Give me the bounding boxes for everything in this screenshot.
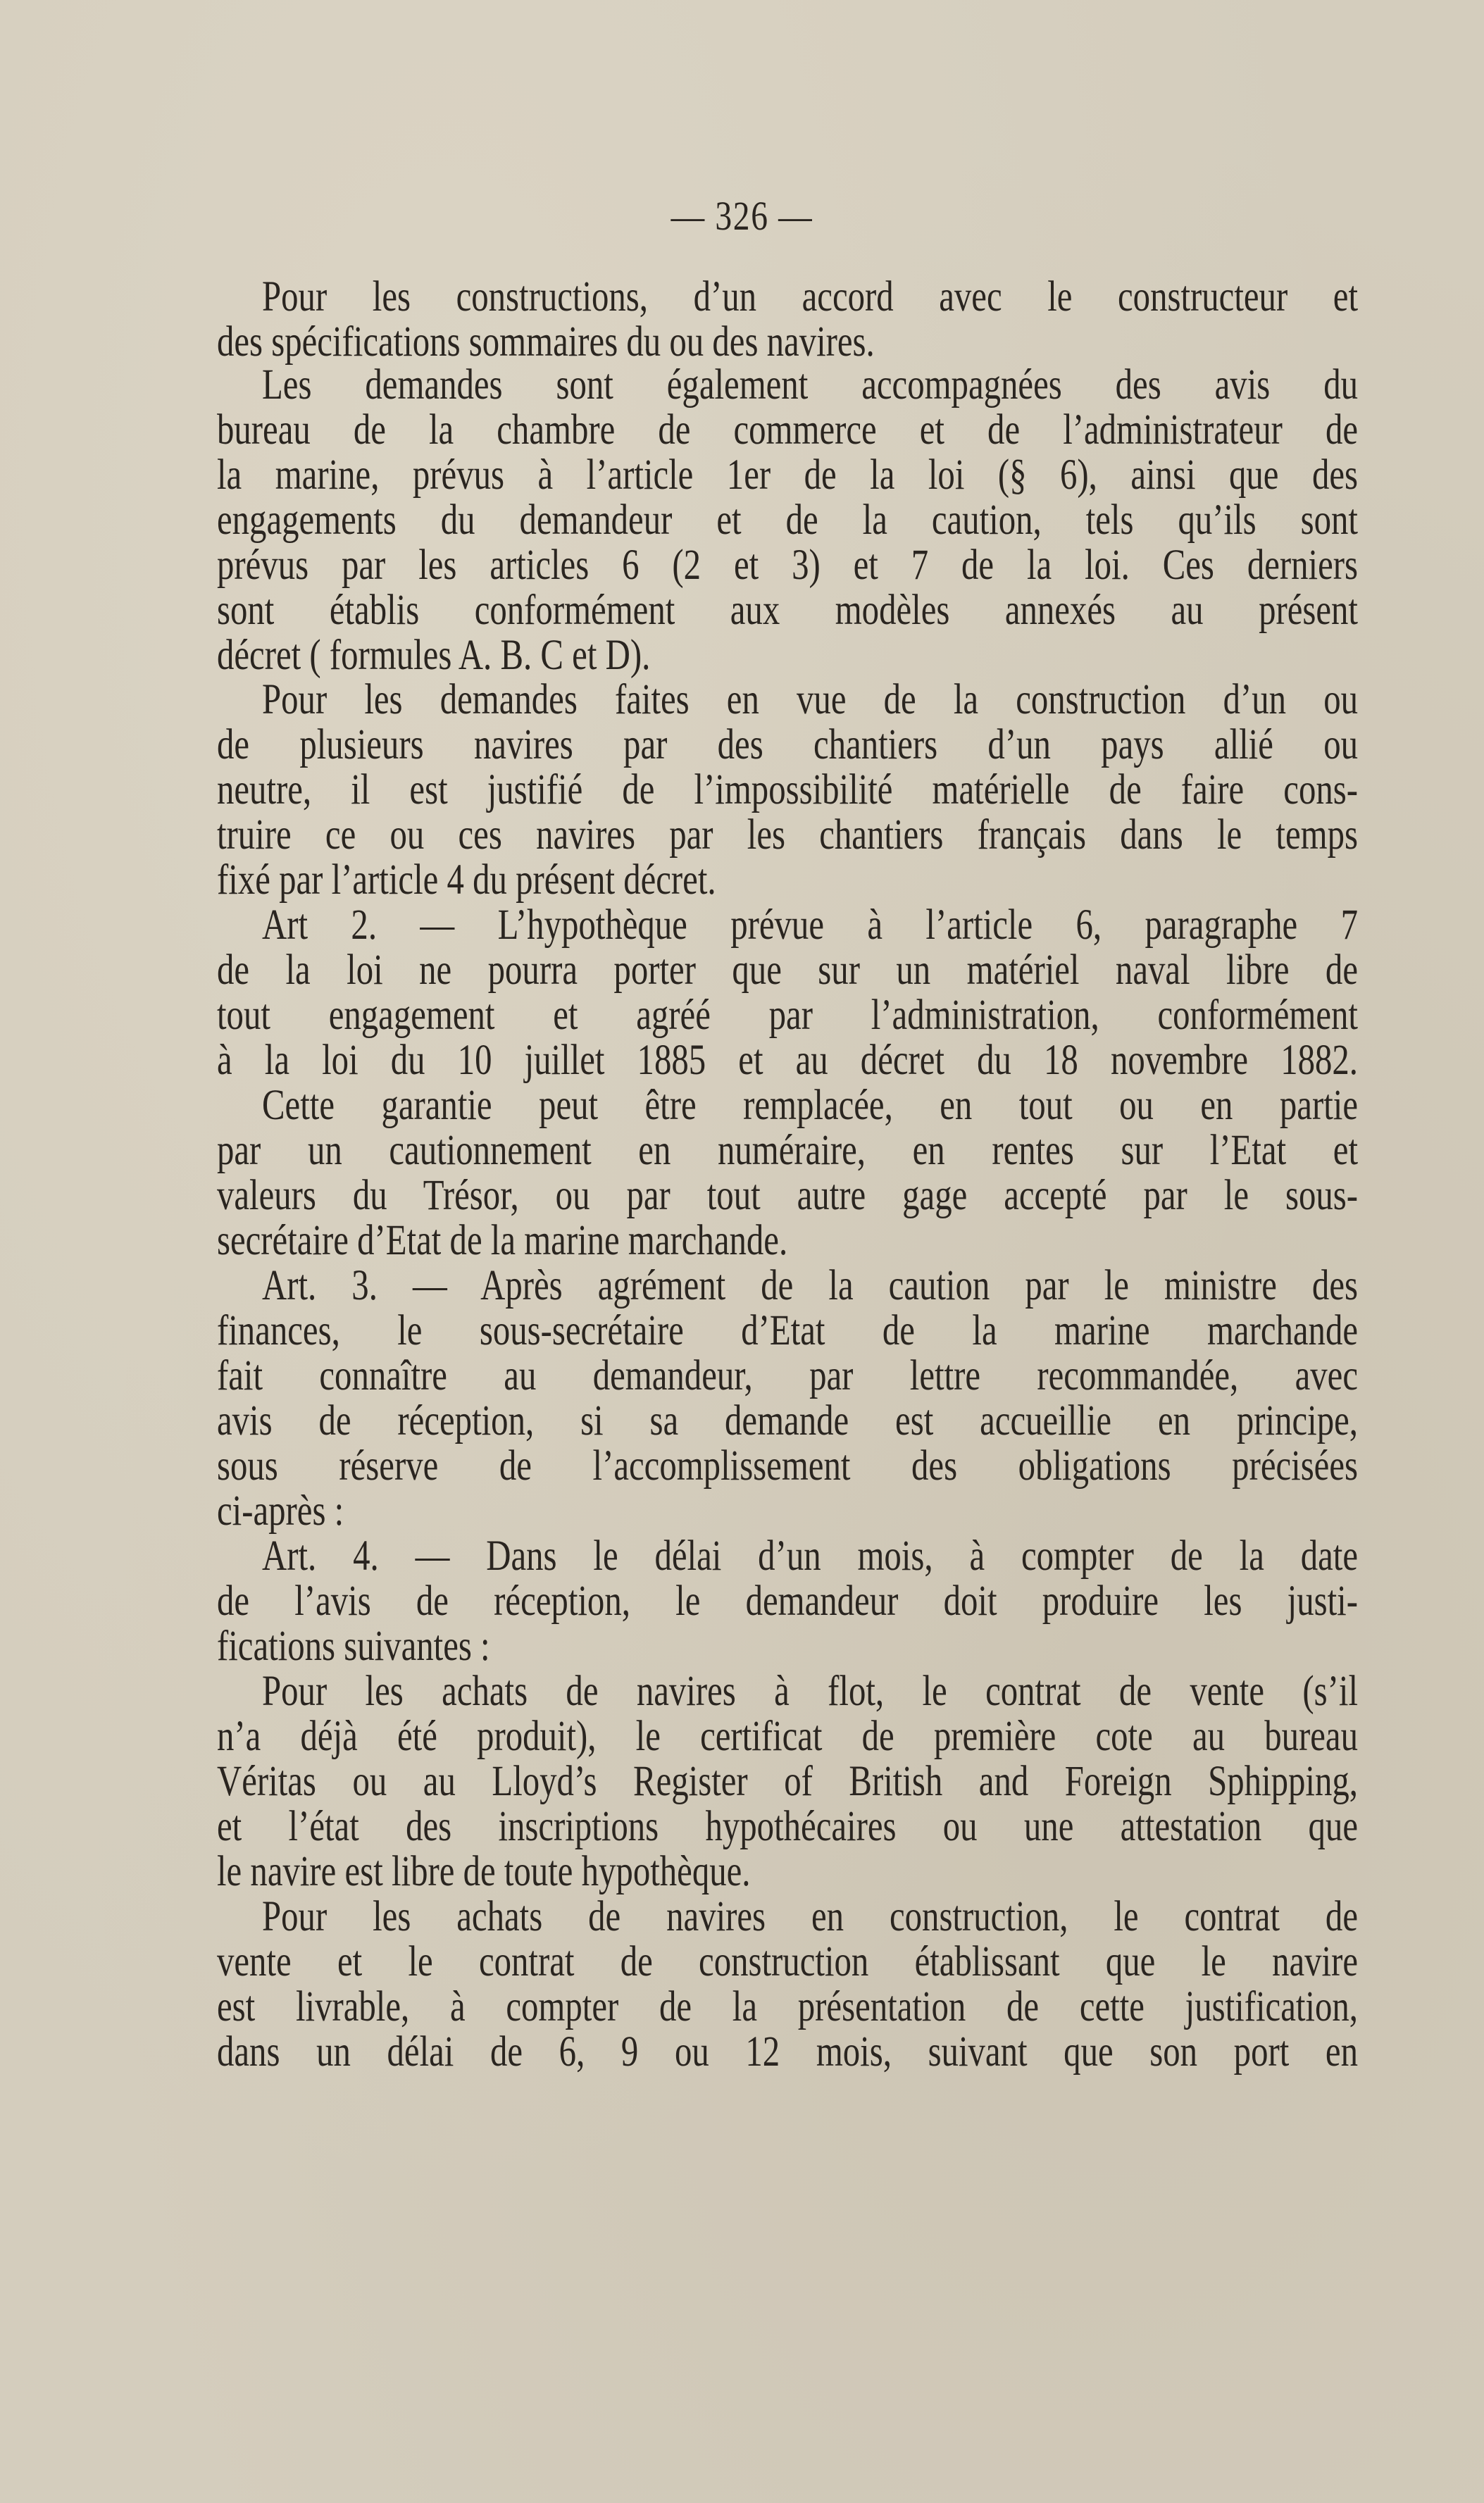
text-line: ci-après : bbox=[217, 1487, 344, 1535]
text-line: par un cautionnement en numéraire, en rentes sur l’Etat et bbox=[217, 1127, 1358, 1174]
text-line: fait connaître au demandeur, par lettre recommandée, avec bbox=[217, 1352, 1358, 1399]
page-number: — 326 — bbox=[671, 193, 813, 239]
text-line: vente et le contrat de construction établissant que le navire bbox=[217, 1938, 1358, 1985]
text-line: Pour les constructions, d’un accord avec le constructeur et bbox=[262, 273, 1358, 320]
text-line: secrétaire d’Etat de la marine marchande. bbox=[217, 1217, 788, 1264]
text-line: fications suivantes : bbox=[217, 1623, 490, 1670]
text-line: sont établis conformément aux modèles annexés au présent bbox=[217, 587, 1358, 634]
text-line: prévus par les articles 6 (2 et 3) et 7 de la loi. Ces derniers bbox=[217, 542, 1358, 589]
text-line: Pour les achats de navires en construction, le contrat de bbox=[262, 1893, 1358, 1940]
text-line: Art. 4. — Dans le délai d’un mois, à compter de la date bbox=[262, 1533, 1358, 1580]
text-line: la marine, prévus à l’article 1er de la loi (§ 6), ainsi que des bbox=[217, 451, 1358, 499]
text-line: de plusieurs navires par des chantiers d’un pays allié ou bbox=[217, 721, 1358, 768]
text-line: n’a déjà été produit), le certificat de première cote au bureau bbox=[217, 1713, 1358, 1760]
text-line: à la loi du 10 juillet 1885 et au décret du 18 novembre 1882. bbox=[217, 1037, 1358, 1084]
text-line: truire ce ou ces navires par les chantiers français dans le temps bbox=[217, 811, 1358, 859]
text-line: est livrable, à compter de la présentation de cette justification, bbox=[217, 1983, 1358, 2030]
text-line: bureau de la chambre de commerce et de l’administrateur de bbox=[217, 406, 1358, 454]
text-line: Art 2. — L’hypothèque prévue à l’article 6, paragraphe 7 bbox=[262, 901, 1358, 949]
text-line: Véritas ou au Lloyd’s Register of British and Foreign Sphipping, bbox=[217, 1758, 1358, 1805]
text-line: sous réserve de l’accomplissement des obligations précisées bbox=[217, 1442, 1358, 1490]
text-line: et l’état des inscriptions hypothécaires ou une attestation que bbox=[217, 1803, 1358, 1850]
text-line: finances, le sous-secrétaire d’Etat de la marine marchande bbox=[217, 1307, 1358, 1354]
text-line: fixé par l’article 4 du présent décret. bbox=[217, 856, 716, 904]
text-line: tout engagement et agréé par l’administration, conformément bbox=[217, 992, 1358, 1039]
text-line: Pour les demandes faites en vue de la construction d’un ou bbox=[262, 676, 1358, 723]
text-line: Cette garantie peut être remplacée, en tout ou en partie bbox=[262, 1082, 1358, 1129]
text-line: dans un délai de 6, 9 ou 12 mois, suivant que son port en bbox=[217, 2028, 1358, 2076]
text-line: de l’avis de réception, le demandeur doit produire les justi- bbox=[217, 1578, 1358, 1625]
text-line: valeurs du Trésor, ou par tout autre gage accepté par le sous- bbox=[217, 1172, 1358, 1219]
text-line: Les demandes sont également accompagnées des avis du bbox=[262, 361, 1358, 408]
text-line: des spécifications sommaires du ou des navires. bbox=[217, 318, 875, 366]
text-line: décret ( formules A. B. C et D). bbox=[217, 632, 651, 679]
text-line: le navire est libre de toute hypothèque. bbox=[217, 1848, 751, 1895]
text-line: Pour les achats de navires à flot, le contrat de vente (s’il bbox=[262, 1668, 1358, 1715]
text-line: engagements du demandeur et de la caution, tels qu’ils sont bbox=[217, 497, 1358, 544]
text-line: de la loi ne pourra porter que sur un matériel naval libre de bbox=[217, 947, 1358, 994]
text-line: avis de réception, si sa demande est accueillie en principe, bbox=[217, 1397, 1358, 1444]
text-line: neutre, il est justifié de l’impossibilité matérielle de faire cons- bbox=[217, 766, 1358, 813]
text-line: Art. 3. — Après agrément de la caution par le ministre des bbox=[262, 1262, 1358, 1309]
